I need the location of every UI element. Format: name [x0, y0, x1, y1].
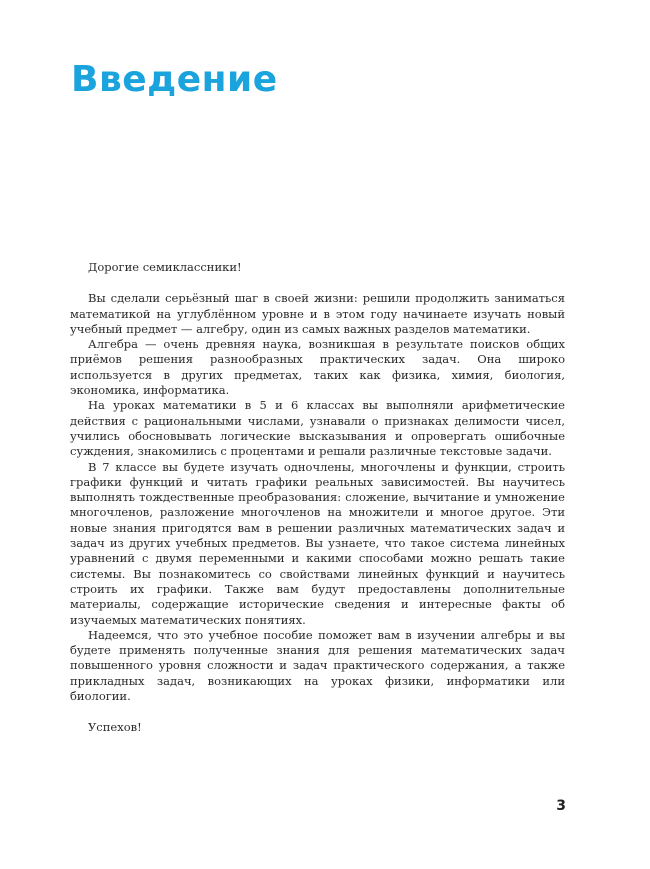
closing: Успехов! — [88, 720, 142, 735]
page-number: 3 — [556, 798, 566, 814]
introduction-text — [70, 260, 565, 736]
paragraph: Надеемся, что это учебное пособие поможет вам в изучении алгебры и вы будете применять полученные знания для решения математических задач повышенного уровня сложности и задач практического содержания, а также прикладных задач, возникающих на уроках физики, информатики или биологии. — [70, 627, 565, 704]
greeting: Дорогие семиклассники! — [88, 260, 242, 274]
paragraph: Алгебра — очень древняя наука, возникшая в результате поисков общих приёмов решения разнообразных практических задач. Она широко используется в других предметах, таких как физика, химия, биология, экономика, информатика. — [70, 337, 565, 398]
page-title: Введение — [71, 59, 278, 100]
paragraph: В 7 классе вы будете изучать одночлены, многочлены и функции, строить графики функций и читать графики реальных зависимостей. Вы научитесь выполнять тождественные преобразования: сложение, вычитание и умножение многочленов, разложение многочленов на множители и многое другое. Эти новые знания пригодятся вам в решении различных математических задач и задач из других учебных предметов. Вы узнаете, что такое система линейных уравнений с двумя переменными и какими способами можно решать такие системы. Вы познакомитесь со свойствами линейных функций и научитесь строить их графики. Также вам будут предоставлены дополнительные материалы, содержащие исторические сведения и интересные факты об изучаемых математических понятиях. — [70, 459, 565, 627]
paragraph: На уроках математики в 5 и 6 классах вы выполняли арифметические действия с рациональными числами, узнавали о признаках делимости чисел, учились обосновывать логические высказывания и опровергать ошибочные суждения, знакомились с процентами и решали различные текстовые задачи. — [70, 398, 565, 459]
paragraph: Вы сделали серьёзный шаг в своей жизни: решили продолжить заниматься математикой на углублённом уровне и в этом году начинаете изучать новый учебный предмет — алгебру, один из самых важных разделов математики. — [70, 291, 565, 336]
